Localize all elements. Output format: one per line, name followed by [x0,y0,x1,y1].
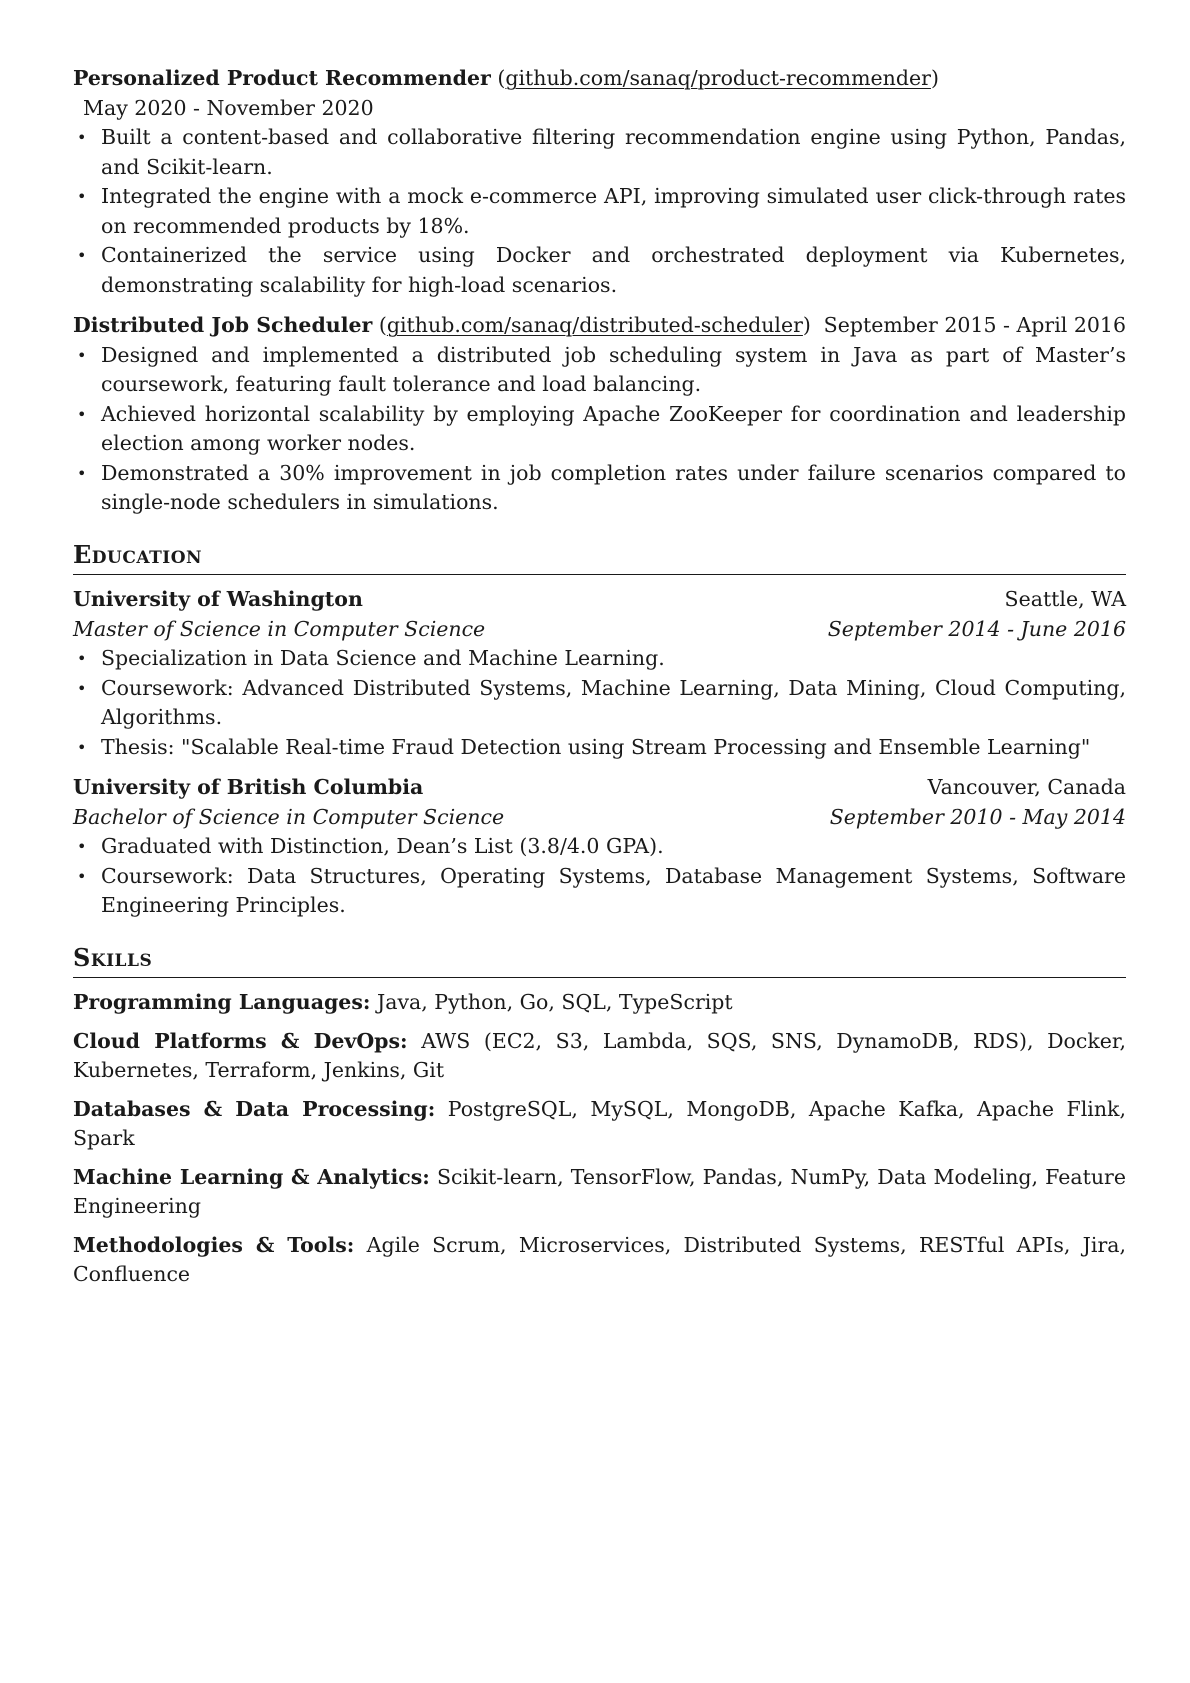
skill-label: Databases & Data Processing: [73,1096,436,1121]
bullet-item: • Designed and implemented a distributed job scheduling system in Java as part of Master’s coursework, featuring fault tolerance and load balancing. [73,341,1126,400]
bullet-item: • Achieved horizontal scalability by employing Apache ZooKeeper for coordination and leadership election among worker nodes. [73,400,1126,459]
skill-label: Cloud Platforms & DevOps: [73,1028,408,1053]
skill-label: Programming Languages: [73,990,371,1014]
section-heading-skills: Skills [73,943,1126,979]
section-heading-education: Education [73,540,1126,576]
school-location: Vancouver, Canada [927,775,1126,799]
skill-value: Scikit-learn, TensorFlow, Pandas, NumPy, Data Modeling, Feature Engineering [73,1164,1126,1218]
skill-line [73,1027,1126,1086]
degree-dates: September 2014 - June 2016 [827,616,1126,641]
degree-name: Master of Science in Computer Science [73,616,486,641]
project-entry [73,311,1126,518]
skill-line [73,1163,1126,1222]
project-bullets [73,341,1126,518]
skill-line [73,1231,1126,1290]
skill-value: PostgreSQL, MySQL, MongoDB, Apache Kafka, Apache Flink, Spark [73,1096,1126,1150]
project-title-line [73,311,811,341]
bullet-item: • Graduated with Distinction, Dean’s List (3.8/4.0 GPA). [73,832,1126,862]
project-header [73,64,1126,123]
project-link[interactable]: github.com/sanaq/distributed-scheduler [386,313,803,337]
bullet-item: • Coursework: Advanced Distributed Systems, Machine Learning, Data Mining, Cloud Computing, Algorithms. [73,674,1126,733]
degree-dates: September 2010 - May 2014 [829,804,1126,829]
education-row [73,585,1126,615]
project-link-wrap: (github.com/sanaq/product-recommender) [497,66,939,90]
degree-row [73,615,1126,645]
bullet-item: • Coursework: Data Structures, Operating Systems, Database Management Systems, Software Engineering Principles. [73,862,1126,921]
skill-label: Machine Learning & Analytics: [73,1164,430,1189]
school-name: University of Washington [73,587,363,611]
education-row [73,773,1126,803]
project-date: May 2020 - November 2020 [83,95,374,120]
project-link[interactable]: github.com/sanaq/product-recommender [505,66,931,90]
skill-line [73,988,1126,1018]
degree-name: Bachelor of Science in Computer Science [73,804,505,829]
skill-value: AWS (EC2, S3, Lambda, SQS, SNS, DynamoDB, RDS), Docker, Kubernetes, Terraform, Jenkins, Git [73,1028,1126,1082]
school-name: University of British Columbia [73,775,424,799]
education-bullets [73,644,1126,762]
school-location: Seattle, WA [1004,587,1126,611]
project-header [73,311,1126,341]
bullet-item: • Thesis: "Scalable Real-time Fraud Detection using Stream Processing and Ensemble Learning" [73,733,1126,763]
bullet-item: • Specialization in Data Science and Machine Learning. [73,644,1126,674]
bullet-item: • Demonstrated a 30% improvement in job completion rates under failure scenarios compared to single-node schedulers in simulations. [73,459,1126,518]
resume-page [73,64,1126,1299]
project-bullets [73,123,1126,300]
skill-line [73,1095,1126,1154]
skill-label: Methodologies & Tools: [73,1232,355,1257]
education-entry [73,585,1126,762]
project-name: Distributed Job Scheduler [73,313,373,337]
project-link-wrap: (github.com/sanaq/distributed-scheduler) [378,313,811,337]
project-name: Personalized Product Recommender [73,66,491,90]
project-entry [73,64,1126,300]
degree-row [73,803,1126,833]
skill-value: Agile Scrum, Microservices, Distributed Systems, RESTful APIs, Jira, Confluence [73,1232,1126,1286]
skill-value: Java, Python, Go, SQL, TypeScript [377,990,733,1014]
bullet-item: • Built a content-based and collaborative filtering recommendation engine using Python, Pandas, and Scikit-learn. [73,123,1126,182]
project-date: September 2015 - April 2016 [823,313,1126,337]
bullet-item: • Containerized the service using Docker and orchestrated deployment via Kubernetes, demonstrating scalability for high-load scenarios. [73,241,1126,300]
bullet-item: • Integrated the engine with a mock e-commerce API, improving simulated user click-through rates on recommended products by 18%. [73,182,1126,241]
education-bullets [73,832,1126,921]
education-entry [73,773,1126,921]
